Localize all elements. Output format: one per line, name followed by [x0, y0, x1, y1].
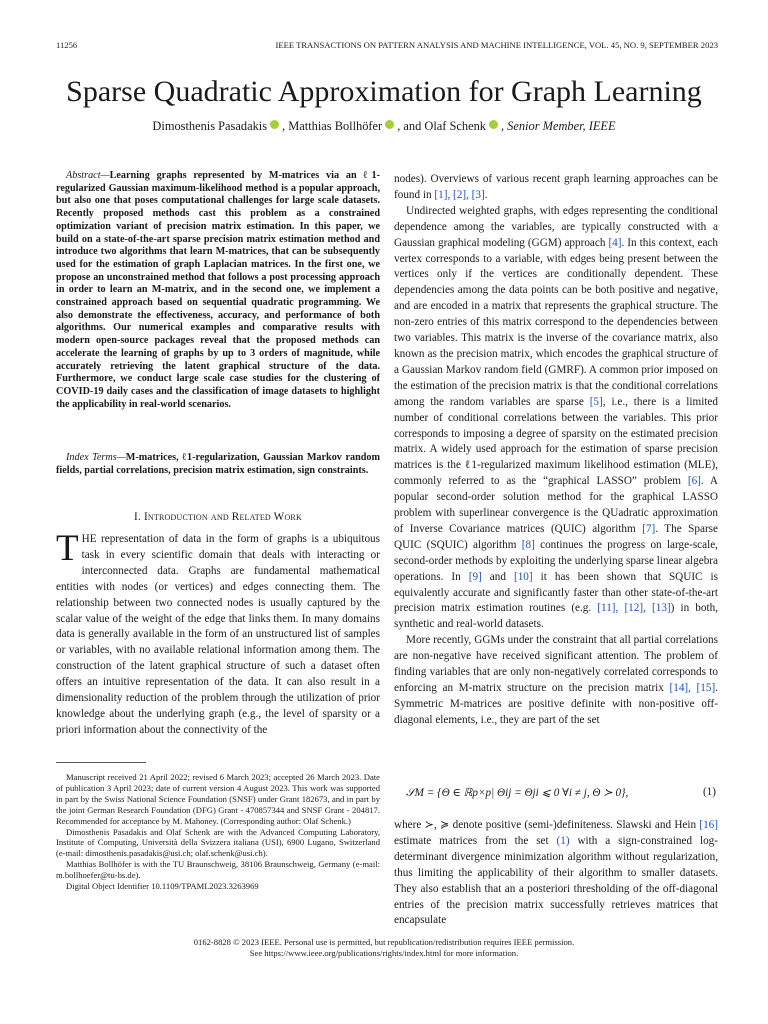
footnote-doi: Digital Object Identifier 10.1109/TPAMI.2023.3263969: [66, 881, 259, 892]
intro-paragraph: [56, 528, 380, 739]
author-list: Dimosthenis Pasadakis , Matthias Bollhöfer , and Olaf Schenk , Senior Member, IEEE: [152, 119, 616, 133]
rights-url-line: See https://www.ieee.org/publications/rights/index.html for more information.: [249, 947, 519, 958]
equation-body: 𝒮M = {Θ ∈ ℝp×p| Θij = Θji ⩽ 0 ∀i ≠ j, Θ ≻ 0},: [406, 787, 629, 799]
citation-link[interactable]: [11], [12], [13]: [597, 602, 671, 615]
paper-title: Sparse Quadratic Approximation for Graph Learning: [66, 75, 702, 108]
paragraph: More recently, GGMs under the constraint that all partial correlations are non-negative have received significant attention. The problem of finding variables that are only non-negatively correlated corresponds to enforcing an M-matrix structure on the precision matrix [14], [15]. Symmetric M-matrices are positive definite with non-positive off-diagonal elements, i.e., they are part of the set: [394, 634, 718, 726]
citation-link[interactable]: [5]: [589, 395, 603, 408]
citation-link[interactable]: [8]: [521, 538, 535, 551]
footnote-affiliation-1: Dimosthenis Pasadakis and Olaf Schenk are with the Advanced Computing Laboratory, Institute of Computing, Università della Svizzera italiana (USI), 6900 Lugano, Switzerland (e-mail: dimosthenis.pasadakis@usi.ch; olaf.schenk@usi.ch).: [56, 826, 380, 859]
orcid-icon[interactable]: [270, 120, 279, 129]
equation-1: [394, 786, 718, 806]
author-name: and Olaf Schenk: [403, 119, 486, 133]
paragraph: where ≻, ≽ denote positive (semi-)definiteness. Slawski and Hein [16] estimate matrices from the set (1) with a sign-constrained log-determinant divergence minimization algorithm without regularization, thus limiting the applicability of their algorithm to smaller datasets. They also establish that an a posteriori thresholding of the off-diagonal entries of the precision matrix successfully retrieves matrices that encapsulate: [394, 819, 719, 927]
index-terms-text: M-matrices, ℓ1-regularization, Gaussian Markov random fields, partial correlations, precision matrix estimation, sign constraints.: [56, 452, 380, 476]
copyright-notice: [0, 937, 768, 958]
index-terms: [56, 452, 380, 477]
section-title: Introduction and Related Work: [143, 511, 302, 523]
section-heading: [56, 511, 380, 523]
citation-link[interactable]: [16]: [699, 819, 718, 831]
footnote-manuscript: Manuscript received 21 April 2022; revised 6 March 2023; accepted 26 March 2023. Date of publication 3 April 2023; date of current version 4 August 2023. This work was supported in part by the Swiss National Science Foundation (SNSF) under Grant 182673, and in part by the joint German Research Foundation (DFG) Grant - 470857344 and SNSF Grant - 204817. Recommended for acceptance by M. Mahoney. (Corresponding author: Olaf Schenk.): [56, 772, 380, 826]
citation-link[interactable]: [7]: [642, 522, 656, 535]
citation-link[interactable]: [14], [15]: [669, 682, 716, 694]
drop-cap: T: [56, 528, 79, 569]
index-terms-label: Index Terms—: [66, 452, 126, 463]
orcid-icon[interactable]: [489, 120, 498, 129]
orcid-icon[interactable]: [385, 120, 394, 129]
abstract-text: Learning graphs represented by M-matrices via an ℓ1-regularized Gaussian maximum-likelihood method is a popular approach, but also one that poses computational challenges for large scale datasets. Recently proposed methods cast this problem as a constrained optimization variant of precision matrix estimation. In this paper, we build on a state-of-the-art sparse precision matrix estimation method and introduce two algorithms that learn M-matrices, that can be subsequently used for the estimation of graph Laplacian matrices. In the first one, we propose an unconstrained method that follows a post processing approach in order to learn an M-matrix, and in the second one, we implement a constrained approach based on sequential quadratic programming. We also demonstrate the effectiveness, accuracy, and performance of both algorithms. Our numerical examples and comparative results with modern open-source packages reveal that the proposed methods can accelerate the learning of graphs by up to 3 orders of magnitude, while accurately retrieving the latent graphical structure of the data. Furthermore, we conduct large scale case studies for the clustering of COVID-19 daily cases and the classification of image datasets to highlight the applicability in real-world scenarios.: [56, 170, 380, 410]
equation-link[interactable]: (1): [556, 834, 570, 847]
paragraph: Undirected weighted graphs, with edges representing the conditional dependence among the variables, are typically constructed with a Gaussian graphical modeling (GGM) approach [4]. In this context, each vertex corresponds to a variable, with edges being present between the vertices only if the vertices are conditionally dependent. These dependencies among the data points can be both positive and negative, and are encoded in a matrix that represents the graphical structure. The non-zero entries of this matrix correspond to the dependencies between two variables. This matrix is the inverse of the covariance matrix, also known as the precision matrix, which encodes the graphical structure of a Gaussian Markov random field (GMRF). A common prior imposed on the estimation of the precision matrix is that the conditional correlations among the random variables are sparse [5], i.e., there is a limited number of conditional correlations between the variables. This prior corresponds to imposing a degree of sparsity on the estimated precision matrix. A widely used approach for the estimation of sparse precision matrices is the ℓ1-regularized maximum likelihood estimation (MLE), commonly referred to as the “graphical LASSO” problem [6]. A popular second-order solution method for the graphical LASSO problem with superlinear convergence is the QUadratic approximation of Inverse Covariance matrices (QUIC) algorithm [7]. The Sparse QUIC (SQUIC) algorithm [8] continues the progress on large-scale, second-order methods by exploiting the underlying sparse linear algebra operations. In [9] and [10] it has been shown that SQUIC is equivalently accurate and significantly faster than other state-of-the-art precision matrix estimation routines (e.g. [11], [12], [13]) in both, synthetic and real-world datasets.: [394, 204, 718, 631]
footnote-rule: [56, 762, 146, 763]
citation-link[interactable]: [9]: [468, 570, 482, 583]
author-name: Matthias Bollhöfer: [288, 119, 383, 133]
citation-link[interactable]: [10]: [513, 570, 533, 583]
citation-link[interactable]: [6]: [687, 475, 701, 488]
abstract-label: Abstract—: [66, 170, 110, 181]
right-column-text: [394, 172, 718, 729]
copyright-line: 0162-8828 © 2023 IEEE. Personal use is permitted, but republication/redistribution requires IEEE permission.: [193, 937, 575, 947]
footnote-affiliation-2: Matthias Bollhöfer is with the TU Braunschweig, 38106 Braunschweig, Germany (e-mail: m.bollhoefer@tu-bs.de).: [56, 859, 380, 881]
author-name: Dimosthenis Pasadakis: [152, 119, 268, 133]
footnotes: [56, 772, 380, 892]
running-header: [56, 40, 718, 54]
intro-text: HE representation of data in the form of graphs is a ubiquitous task in every scientific domain that deals with interacting or interconnected data. Graphs are fundamental mathematical entities with nodes (or vertices) and edges connecting them. The relationship between two connected nodes is usually captured by the scalar value of the weight of the edge that links them. In many domains data is generally available in the form of an unstructured list of samples or variables, with no available relational information among them. The construction of the latent graphical structure of such a dataset often offers an intuitive representation of the data. It can also result in a dimensionality reduction of the problem through the utilization of prior knowledge about the underlying graph (e.g., the level of sparsity or a priori information about the connectivity of the: [56, 533, 380, 736]
page-number: 11256: [56, 40, 78, 50]
author-membership: Senior Member, IEEE: [507, 119, 616, 133]
citation-link[interactable]: [4]: [608, 236, 622, 249]
citation-link[interactable]: [1], [2], [3]: [434, 188, 485, 201]
equation-number: (1): [702, 786, 716, 798]
abstract: [56, 170, 380, 411]
right-column-continued: [394, 818, 718, 929]
journal-name: IEEE TRANSACTIONS ON PATTERN ANALYSIS AND MACHINE INTELLIGENCE, VOL. 45, NO. 9, SEPTEMBER 2023: [275, 40, 718, 50]
section-number: I.: [134, 511, 141, 523]
paragraph: nodes). Overviews of various recent graph learning approaches can be found in [1], [2], [3].: [394, 173, 718, 201]
